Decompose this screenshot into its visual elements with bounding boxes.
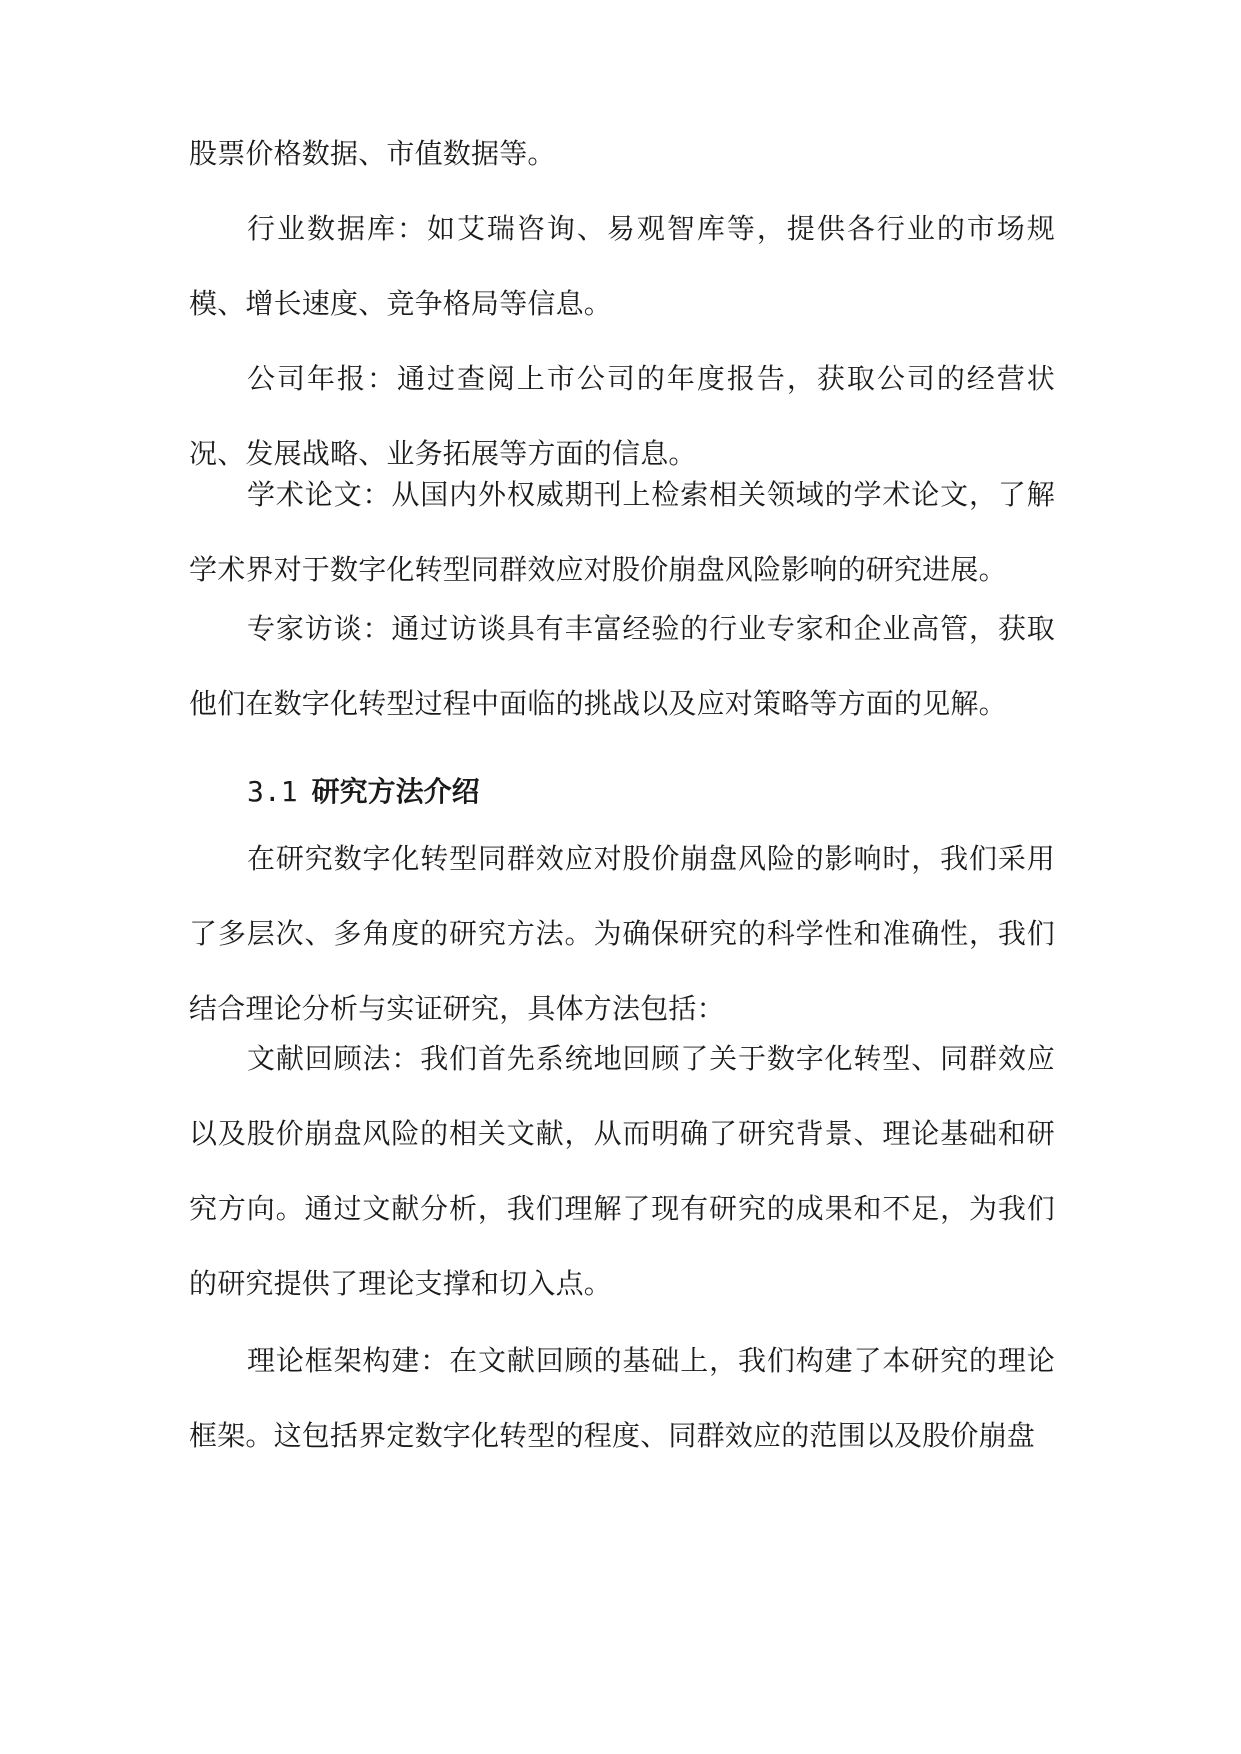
paragraph-literature-review: 文献回顾法：我们首先系统地回顾了关于数字化转型、同群效应以及股价崩盘风险的相关文献，从而明确了研究背景、理论基础和研究方向。通过文献分析，我们理解了现有研究的成果和不足，为我们的研究提供了理论支撑和切入点。 — [189, 1042, 1055, 1300]
paragraph-theoretical-framework: 理论框架构建：在文献回顾的基础上，我们构建了本研究的理论框架。这包括界定数字化转型的程度、同群效应的范围以及股价崩盘 — [189, 1344, 1055, 1452]
paragraph-expert-interviews: 专家访谈：通过访谈具有丰富经验的行业专家和企业高管，获取他们在数字化转型过程中面临的挑战以及应对策略等方面的见解。 — [189, 612, 1055, 720]
paragraph-academic-papers: 学术论文：从国内外权威期刊上检索相关领域的学术论文，了解学术界对于数字化转型同群效应对股价崩盘风险影响的研究进展。 — [189, 478, 1055, 586]
paragraph-methods-intro: 在研究数字化转型同群效应对股价崩盘风险的影响时，我们采用了多层次、多角度的研究方法。为确保研究的科学性和准确性，我们结合理论分析与实证研究，具体方法包括： — [189, 842, 1055, 1025]
paragraph-annual-reports: 公司年报：通过查阅上市公司的年度报告，获取公司的经营状况、发展战略、业务拓展等方面的信息。 — [189, 362, 1055, 470]
paragraph-industry-database: 行业数据库：如艾瑞咨询、易观智库等，提供各行业的市场规模、增长速度、竞争格局等信息。 — [189, 212, 1055, 320]
section-title: 研究方法介绍 — [311, 775, 480, 808]
section-heading — [247, 772, 480, 812]
section-number: 3.1 — [247, 775, 298, 808]
paragraph-stock-data: 股票价格数据、市值数据等。 — [189, 137, 556, 170]
